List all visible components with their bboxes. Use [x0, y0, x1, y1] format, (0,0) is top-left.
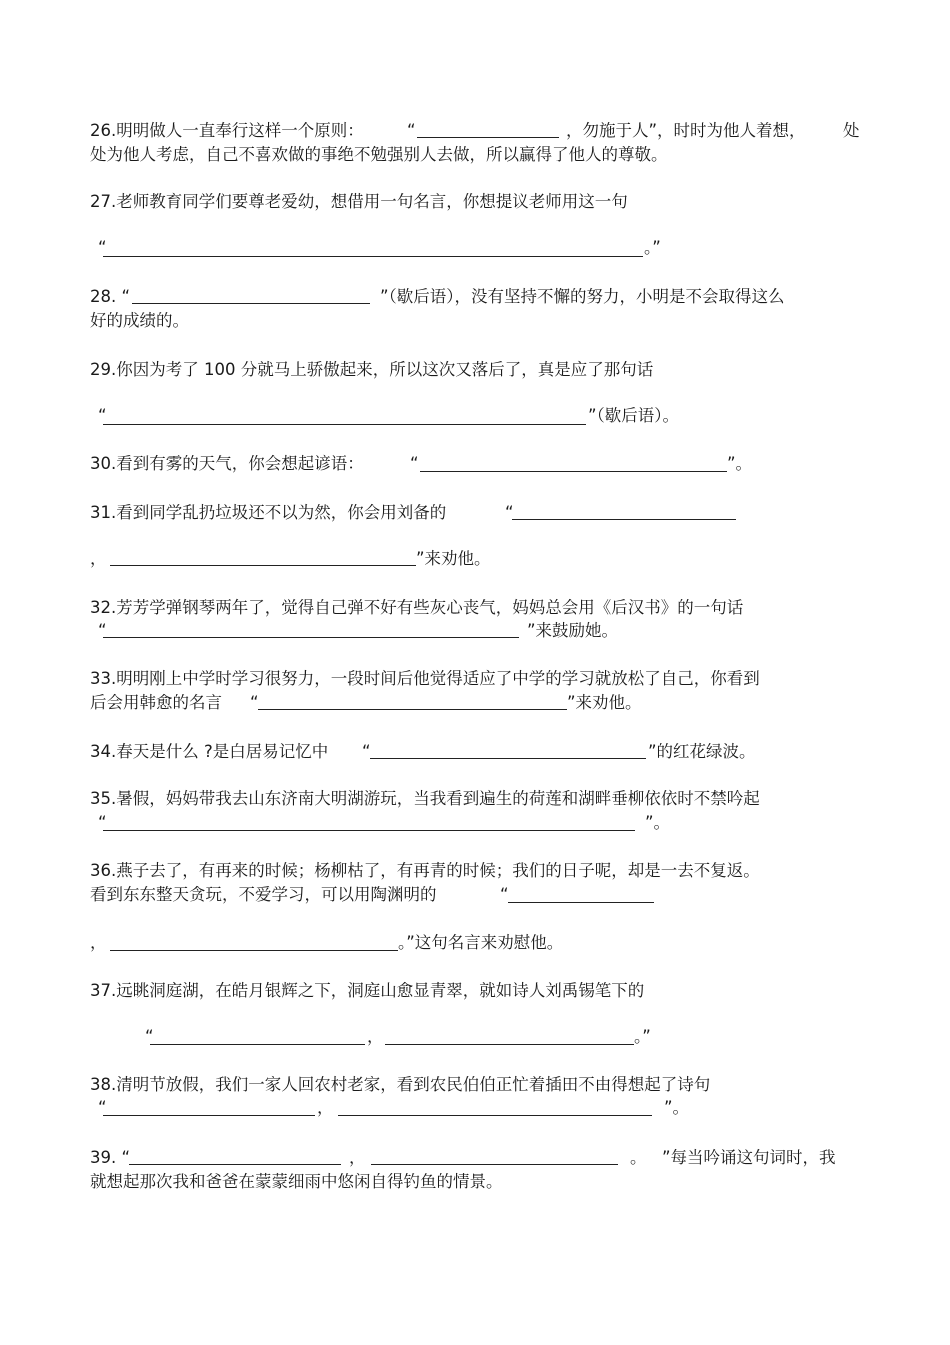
q29-blank[interactable]	[103, 424, 586, 425]
q28-blank[interactable]	[132, 303, 370, 304]
q39-text-line2: 就想起那次我和爸爸在蒙蒙细雨中悠闲自得钓鱼的情景。	[90, 1172, 503, 1191]
q26-text-line2: 处为他人考虑，自己不喜欢做的事绝不勉强别人去做，所以赢得了他人的尊敬。	[90, 145, 668, 164]
q31-blank-1[interactable]	[512, 519, 736, 520]
q39-text: 39. “	[90, 1148, 131, 1167]
q27-blank[interactable]	[103, 256, 643, 257]
q39-blank-2[interactable]	[371, 1164, 618, 1165]
q36-comma: ，	[90, 933, 107, 952]
q37-open-quote: “	[145, 1027, 154, 1046]
q35-close-quote: ”。	[645, 813, 671, 832]
q37-blank-2[interactable]	[385, 1044, 634, 1045]
q34-close-quote: ”的红花绿波。	[648, 742, 756, 761]
q35-open-quote: “	[98, 813, 107, 832]
q26-blank[interactable]	[417, 137, 559, 138]
q31-text: 31.看到同学乱扔垃圾还不以为然，你会用刘备的	[90, 503, 447, 522]
q35-text: 35.暑假，妈妈带我去山东济南大明湖游玩，当我看到遍生的荷莲和湖畔垂柳依依时不禁吟起	[90, 789, 760, 808]
q28-text: 28. “	[90, 287, 131, 306]
q26-text-mid: ，勿施于人”，时时为他人着想，	[566, 121, 806, 140]
q27-open-quote: “	[98, 238, 107, 257]
q38-text: 38.清明节放假，我们一家人回农村老家，看到农民伯伯正忙着插田不由得想起了诗句	[90, 1075, 711, 1094]
q38-blank-2[interactable]	[338, 1115, 652, 1116]
q30-open-quote: “	[410, 454, 419, 473]
q32-close-quote: ”来鼓励她。	[527, 621, 619, 640]
q28-text-end: ”（歇后语），没有坚持不懈的努力，小明是不会取得这么	[380, 287, 785, 306]
q32-open-quote: “	[98, 621, 107, 640]
q39-text-end: ”每当吟诵这句词时，我	[662, 1148, 836, 1167]
q36-text-line2: 看到东东整天贪玩，不爱学习，可以用陶渊明的	[90, 885, 437, 904]
q37-text: 37.远眺洞庭湖，在皓月银辉之下，洞庭山愈显青翠，就如诗人刘禹锡笔下的	[90, 981, 645, 1000]
q26-text-end: 处	[843, 121, 860, 140]
q30-close-quote: ”。	[727, 454, 753, 473]
q31-blank-2[interactable]	[110, 565, 416, 566]
q33-text-line2: 后会用韩愈的名言	[90, 693, 222, 712]
q34-blank[interactable]	[370, 758, 646, 759]
q26-open-quote: “	[407, 121, 416, 140]
q33-text: 33.明明刚上中学时学习很努力，一段时间后他觉得适应了中学的学习就放松了自己，你看到	[90, 669, 760, 688]
q38-separator: ，	[317, 1098, 334, 1117]
q36-text: 36.燕子去了，有再来的时候；杨柳枯了，有再青的时候；我们的日子呢，却是一去不复返。	[90, 861, 760, 880]
q29-text: 29.你因为考了 100 分就马上骄傲起来，所以这次又落后了，真是应了那句话	[90, 360, 654, 379]
q37-separator: ，	[367, 1027, 384, 1046]
q31-close-quote: ”来劝他。	[416, 549, 491, 568]
q39-blank-1[interactable]	[129, 1164, 341, 1165]
q39-period: 。	[630, 1148, 647, 1167]
q29-open-quote: “	[98, 406, 107, 425]
q36-open-quote: “	[500, 885, 509, 904]
q36-blank-2[interactable]	[110, 950, 398, 951]
q29-close-quote: ”（歇后语）。	[588, 406, 680, 425]
q30-text: 30.看到有雾的天气，你会想起谚语：	[90, 454, 364, 473]
q27-text: 27.老师教育同学们要尊老爱幼，想借用一句名言，你想提议老师用这一句	[90, 192, 628, 211]
q32-text: 32.芳芳学弹钢琴两年了，觉得自己弹不好有些灰心丧气，妈妈总会用《后汉书》的一句话	[90, 598, 744, 617]
q30-blank[interactable]	[420, 471, 727, 472]
q28-text-line2: 好的成绩的。	[90, 311, 189, 330]
q31-open-quote: “	[505, 503, 514, 522]
q39-separator: ，	[349, 1148, 366, 1167]
q33-blank[interactable]	[258, 709, 567, 710]
q36-blank-1[interactable]	[508, 902, 654, 903]
q33-open-quote: “	[250, 693, 259, 712]
q31-comma: ，	[90, 549, 107, 568]
q34-text: 34.春天是什么 ?是白居易记忆中	[90, 742, 329, 761]
q35-blank[interactable]	[103, 830, 635, 831]
q38-open-quote: “	[98, 1098, 107, 1117]
q38-close-quote: ”。	[664, 1098, 690, 1117]
q26-text: 26.明明做人一直奉行这样一个原则：	[90, 121, 364, 140]
q36-close-quote: 。”这句名言来劝慰他。	[398, 933, 564, 952]
q37-blank-1[interactable]	[150, 1044, 365, 1045]
q32-blank[interactable]	[103, 637, 519, 638]
q27-close-quote: 。”	[644, 238, 661, 257]
q33-close-quote: ”来劝他。	[567, 693, 642, 712]
q37-close-quote: 。”	[634, 1027, 651, 1046]
q34-open-quote: “	[362, 742, 371, 761]
q38-blank-1[interactable]	[103, 1115, 315, 1116]
